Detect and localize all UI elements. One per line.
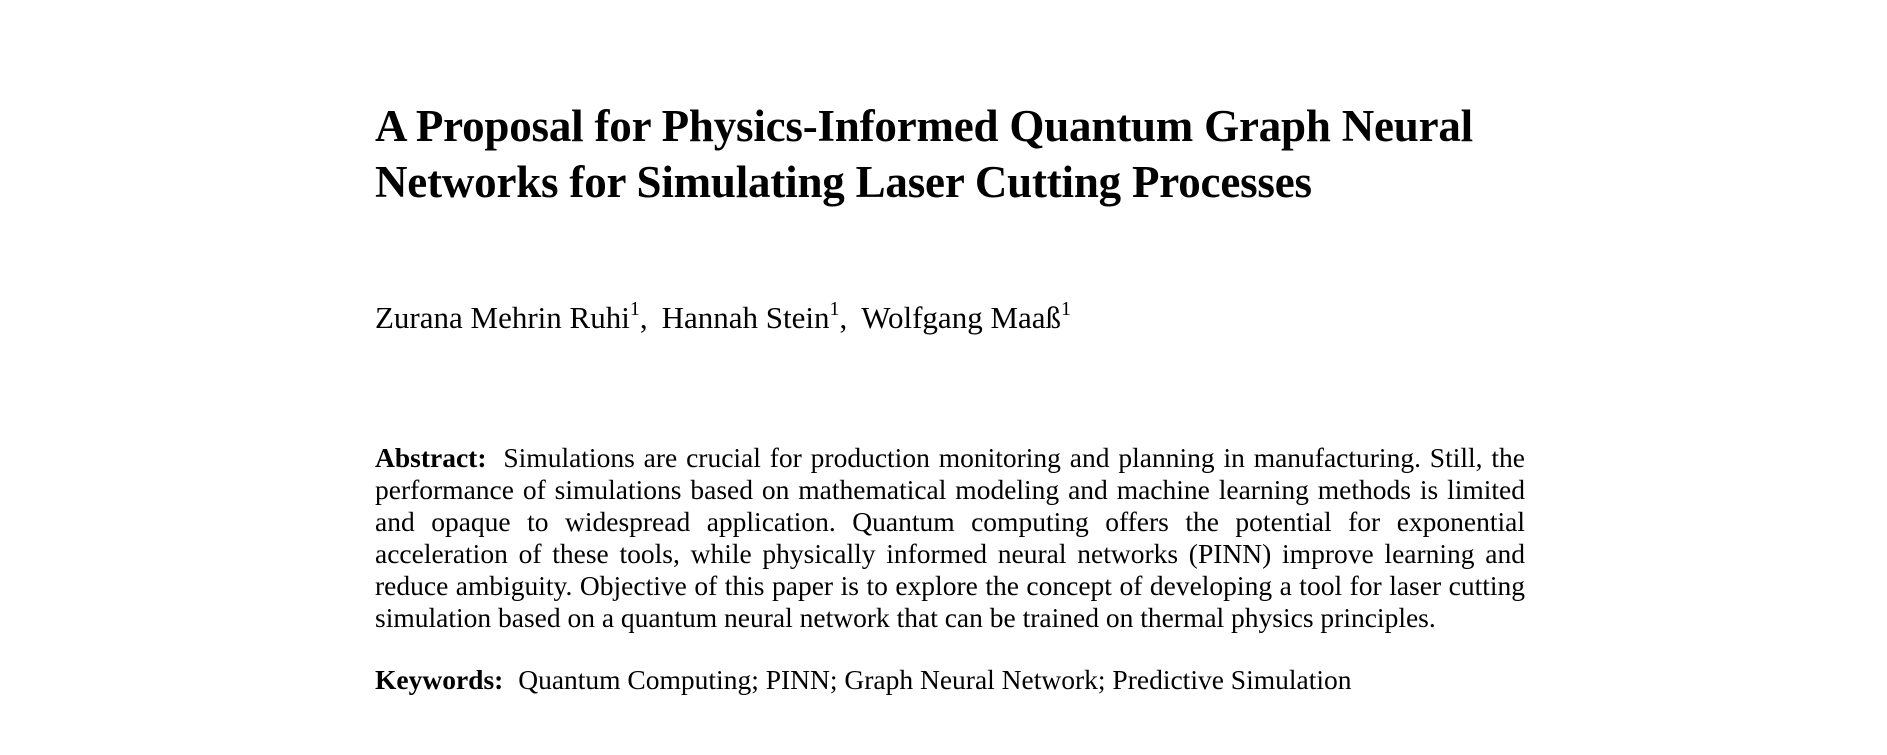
author-name: Hannah Stein	[661, 300, 830, 335]
abstract	[375, 442, 1525, 634]
author	[861, 297, 1072, 335]
author-separator: ,	[839, 300, 848, 335]
keywords-text: Quantum Computing; PINN; Graph Neural Network; Predictive Simulation	[518, 664, 1352, 695]
abstract-text: Simulations are crucial for production monitoring and planning in manufacturing. Still, the performance of simulations based on mathematical modeling and machine learning methods is limited and opaque to widespread application. Quantum computing offers the potential for exponential acceleration of these tools, while physically informed neural networks (PINN) improve learning and reduce ambiguity. Objective of this paper is to explore the concept of developing a tool for laser cutting simulation based on a quantum neural network that can be trained on thermal physics principles.	[375, 442, 1525, 633]
abstract-label: Abstract:	[375, 442, 487, 473]
keywords	[375, 664, 1525, 696]
author-separator: ,	[639, 300, 648, 335]
author-name: Zurana Mehrin Ruhi	[375, 300, 630, 335]
paper-title: A Proposal for Physics-Informed Quantum Graph Neural Networks for Simulating Laser Cutting Processes	[375, 101, 1473, 207]
keywords-label: Keywords:	[375, 664, 504, 695]
author-name: Wolfgang Maaß	[861, 300, 1062, 335]
affiliation-mark: 1	[1061, 297, 1072, 320]
author-list	[375, 298, 1525, 338]
affiliation-mark: 1	[629, 297, 640, 320]
author	[375, 297, 648, 335]
paper-front-matter	[375, 98, 1525, 696]
affiliation-mark: 1	[829, 297, 840, 320]
author	[661, 297, 848, 335]
